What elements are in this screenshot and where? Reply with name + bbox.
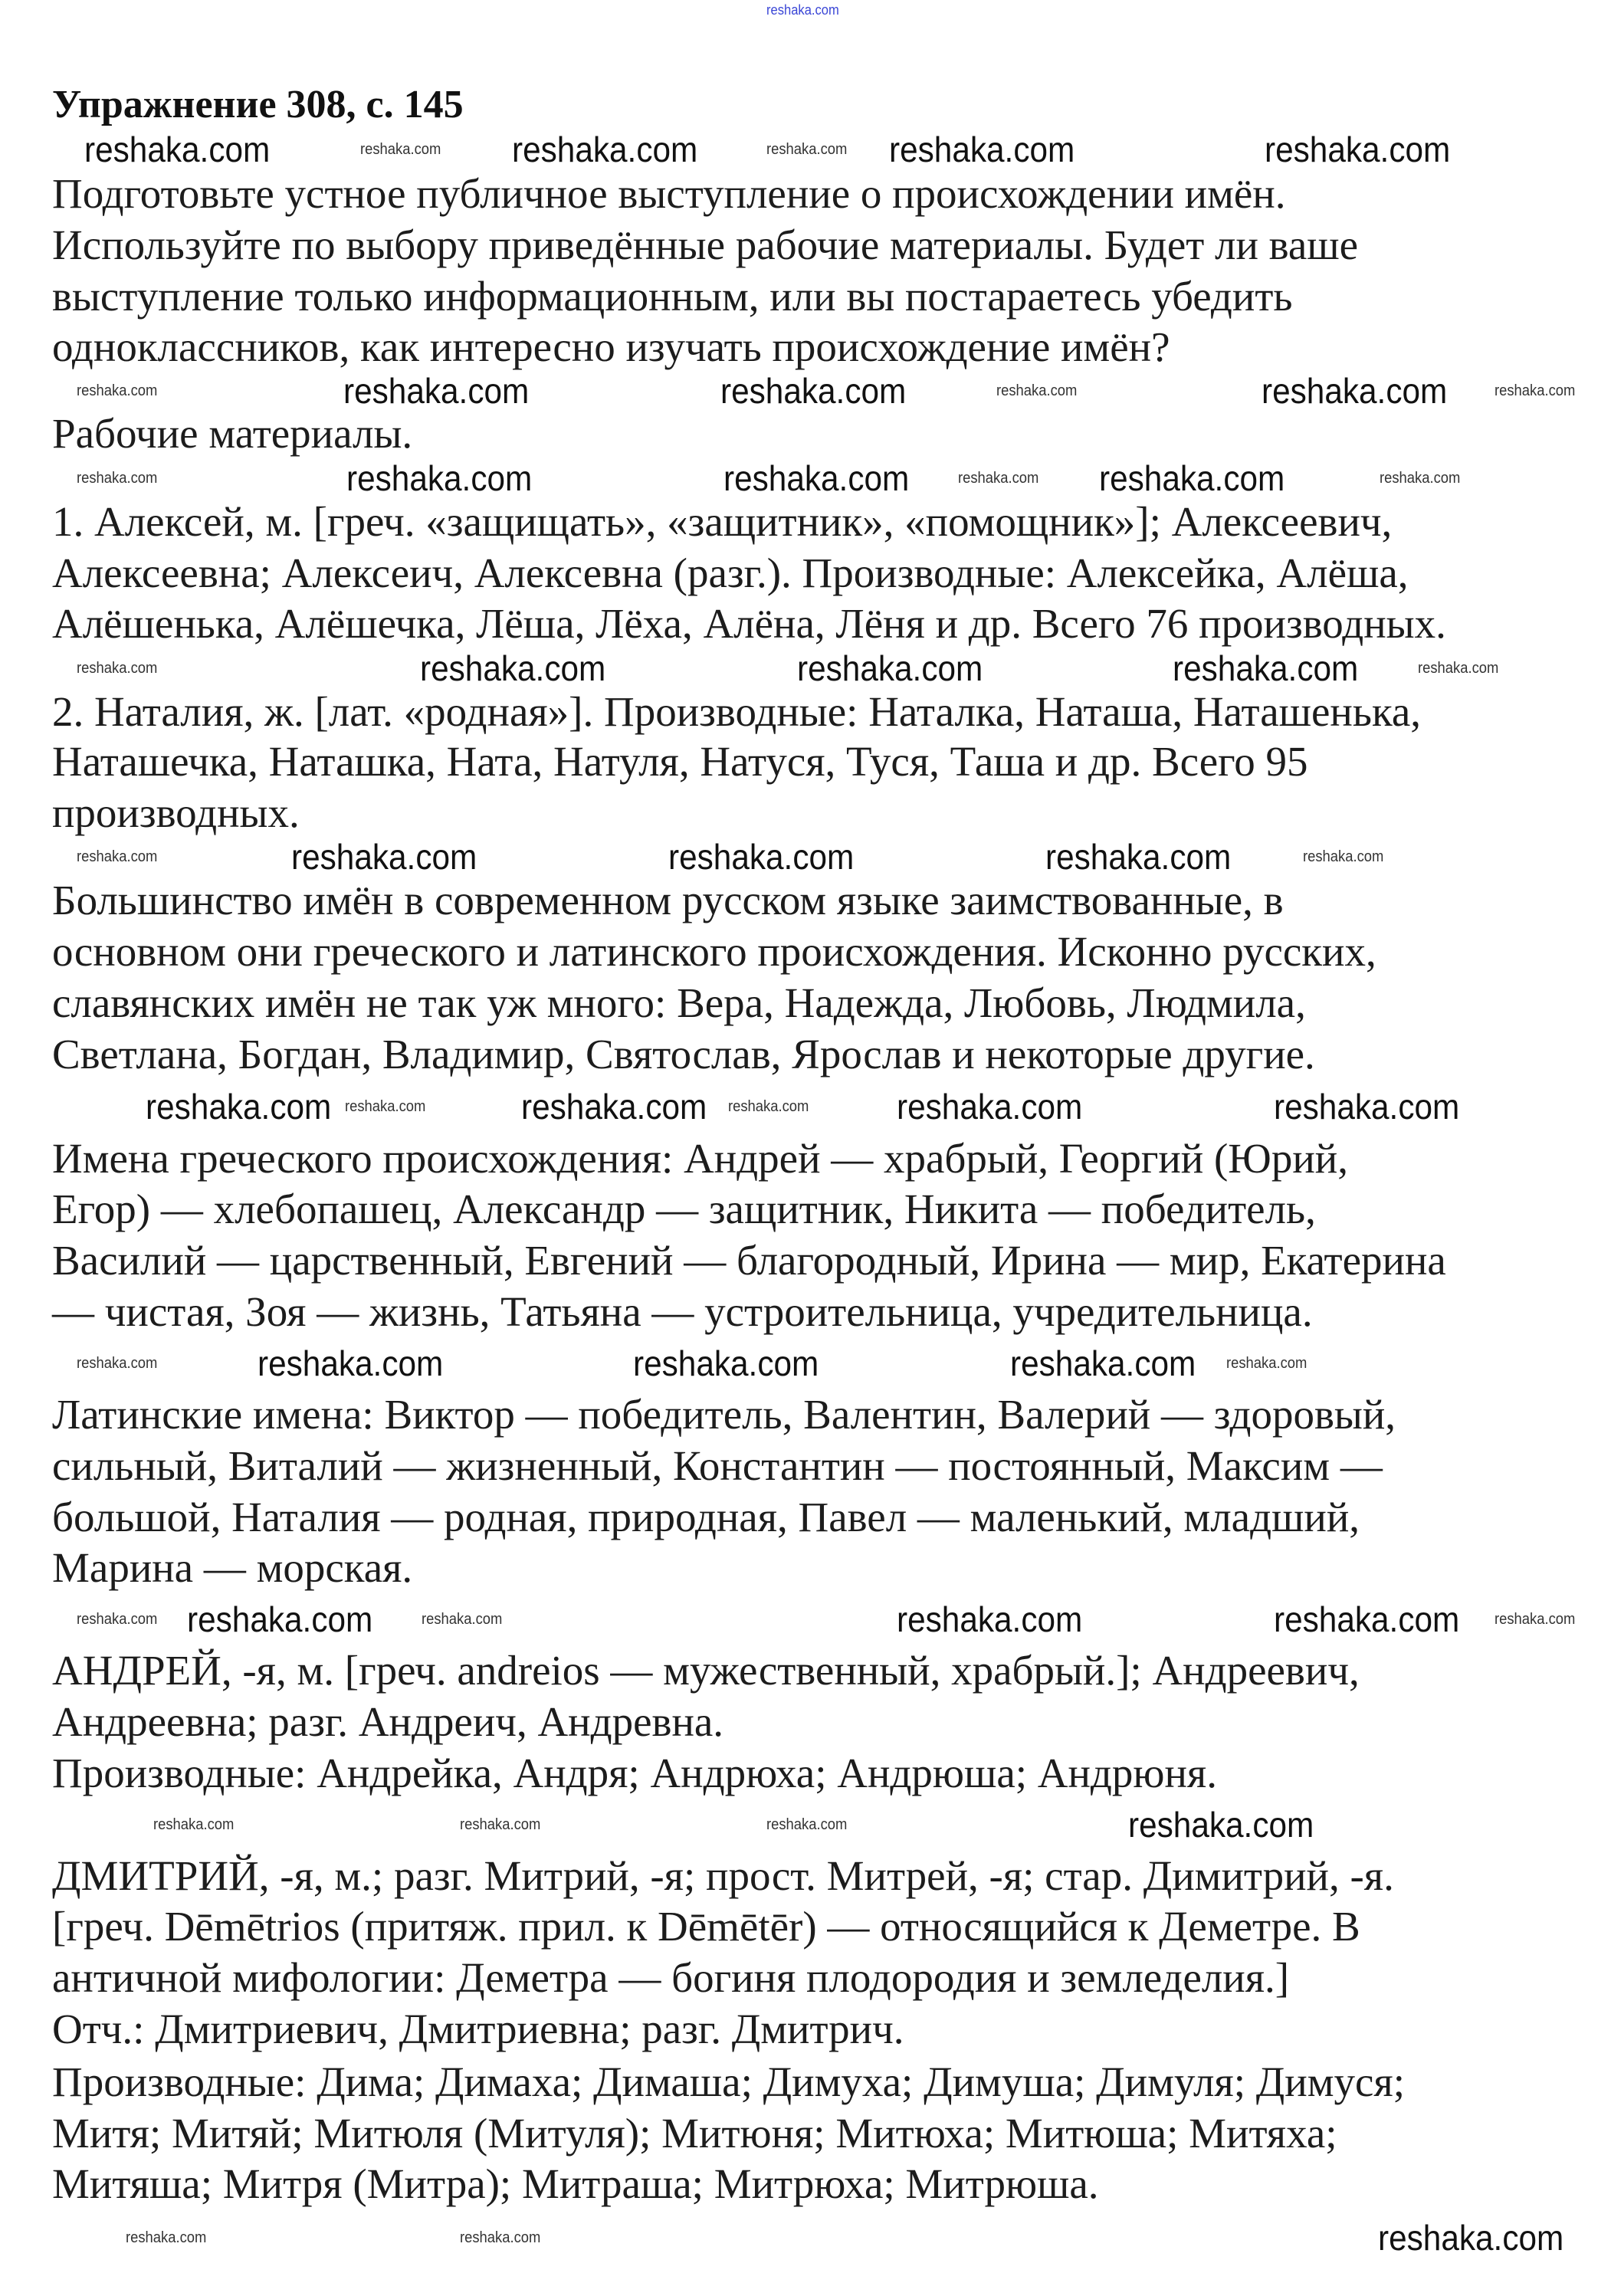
watermark-small: reshaka.com: [1380, 470, 1461, 487]
watermark: reshaka.com: [521, 1087, 707, 1127]
watermark: reshaka.com: [897, 1599, 1083, 1639]
watermark: reshaka.com: [633, 1343, 819, 1383]
watermark: reshaka.com: [797, 648, 983, 688]
watermark: reshaka.com: [720, 371, 907, 411]
watermark: reshaka.com: [1128, 1805, 1314, 1845]
text-line: Алексеевна; Алексеич, Алексевна (разг.). Производные: Алексейка, Алёша,: [52, 549, 1409, 596]
watermark: reshaka.com: [343, 371, 530, 411]
text-line: 2. Наталия, ж. [лат. «родная»]. Производные: Наталка, Наташа, Наташенька,: [52, 688, 1421, 735]
watermark-small: reshaka.com: [728, 1098, 809, 1115]
watermark: reshaka.com: [1274, 1087, 1460, 1127]
watermark: reshaka.com: [897, 1087, 1083, 1127]
watermark: reshaka.com: [291, 837, 477, 877]
watermark-small: reshaka.com: [153, 1816, 235, 1833]
watermark: reshaka.com: [512, 130, 698, 169]
watermark-small: reshaka.com: [77, 1355, 158, 1372]
watermark-small: reshaka.com: [958, 470, 1039, 487]
watermark-small: reshaka.com: [422, 1611, 503, 1628]
watermark-small: reshaka.com: [1495, 1611, 1576, 1628]
exercise-title: Упражнение 308, с. 145: [52, 83, 464, 126]
watermark-small: reshaka.com: [77, 848, 158, 865]
watermark-small: reshaka.com: [360, 141, 441, 158]
text-line: 1. Алексей, м. [греч. «защищать», «защитник», «помощник»]; Алексеевич,: [52, 498, 1393, 545]
watermark-small: reshaka.com: [1495, 382, 1576, 399]
text-line: Подготовьте устное публичное выступление о происхождении имён.: [52, 170, 1286, 217]
text-line: ДМИТРИЙ, -я, м.; разг. Митрий, -я; прост. Митрей, -я; стар. Димитрий, -я.: [52, 1852, 1394, 1899]
watermark-small: reshaka.com: [1226, 1355, 1308, 1372]
watermark: reshaka.com: [1010, 1343, 1196, 1383]
watermark: reshaka.com: [1262, 371, 1448, 411]
text-line: Егор) — хлебопашец, Александр — защитник, Никита — победитель,: [52, 1186, 1316, 1232]
text-line: [греч. Dēmētrios (притяж. прил. к Dēmētēr) — относящийся к Деметре. В: [52, 1903, 1360, 1950]
watermark: reshaka.com: [1045, 837, 1232, 877]
watermark: reshaka.com: [1099, 458, 1285, 498]
text-line: Производные: Дима; Димаха; Димаша; Димуха; Димуша; Димуля; Димуся;: [52, 2058, 1405, 2105]
watermark: reshaka.com: [84, 130, 271, 169]
text-line: выступление только информационным, или вы постараетесь убедить: [52, 273, 1293, 320]
text-line: большой, Наталия — родная, природная, Павел — маленький, младший,: [52, 1494, 1360, 1540]
watermark: reshaka.com: [1173, 648, 1359, 688]
watermark-top: reshaka.com: [766, 2, 839, 18]
text-line: сильный, Виталий — жизненный, Константин — постоянный, Максим —: [52, 1442, 1383, 1489]
text-line: АНДРЕЙ, -я, м. [греч. andreios — мужественный, храбрый.]; Андреевич,: [52, 1647, 1360, 1694]
text-line: одноклассников, как интересно изучать происхождение имён?: [52, 323, 1170, 370]
watermark-small: reshaka.com: [345, 1098, 426, 1115]
watermark-small: reshaka.com: [766, 141, 848, 158]
text-line: Рабочие материалы.: [52, 410, 413, 457]
text-line: Имена греческого происхождения: Андрей — храбрый, Георгий (Юрий,: [52, 1135, 1348, 1182]
watermark: reshaka.com: [146, 1087, 332, 1127]
text-line: Используйте по выбору приведённые рабочие материалы. Будет ли ваше: [52, 221, 1359, 268]
watermark-small: reshaka.com: [996, 382, 1078, 399]
text-line: Латинские имена: Виктор — победитель, Валентин, Валерий — здоровый,: [52, 1391, 1396, 1438]
watermark-small: reshaka.com: [460, 2229, 541, 2246]
watermark: reshaka.com: [187, 1599, 373, 1639]
text-line: Марина — морская.: [52, 1544, 413, 1591]
watermark: reshaka.com: [1265, 130, 1451, 169]
watermark-small: reshaka.com: [1303, 848, 1384, 865]
text-line: славянских имён не так уж много: Вера, Надежда, Любовь, Людмила,: [52, 979, 1306, 1026]
watermark: reshaka.com: [668, 837, 855, 877]
watermark: reshaka.com: [1378, 2218, 1564, 2258]
text-line: Андреевна; разг. Андреич, Андревна.: [52, 1698, 724, 1745]
watermark-small: reshaka.com: [1418, 660, 1499, 677]
watermark-small: reshaka.com: [77, 382, 158, 399]
watermark: reshaka.com: [889, 130, 1075, 169]
text-line: античной мифологии: Деметра — богиня плодородия и земледелия.]: [52, 1954, 1290, 2001]
watermark-small: reshaka.com: [766, 1816, 848, 1833]
text-line: Алёшенька, Алёшечка, Лёша, Лёха, Алёна, Лёня и др. Всего 76 производных.: [52, 600, 1446, 647]
text-line: Большинство имён в современном русском языке заимствованные, в: [52, 877, 1284, 923]
watermark: reshaka.com: [258, 1343, 444, 1383]
text-line: основном они греческого и латинского происхождения. Исконно русских,: [52, 928, 1376, 975]
watermark-small: reshaka.com: [77, 1611, 158, 1628]
watermark: reshaka.com: [1274, 1599, 1460, 1639]
watermark: reshaka.com: [723, 458, 910, 498]
text-line: Производные: Андрейка, Андря; Андрюха; Андрюша; Андрюня.: [52, 1750, 1217, 1796]
text-line: Наташечка, Наташка, Ната, Натуля, Натуся, Туся, Таша и др. Всего 95: [52, 738, 1308, 785]
text-line: Отч.: Дмитриевич, Дмитриевна; разг. Дмитрич.: [52, 2006, 904, 2052]
text-line: производных.: [52, 789, 300, 836]
watermark-small: reshaka.com: [460, 1816, 541, 1833]
watermark-small: reshaka.com: [77, 660, 158, 677]
watermark: reshaka.com: [346, 458, 533, 498]
watermark-small: reshaka.com: [126, 2229, 207, 2246]
watermark-small: reshaka.com: [77, 470, 158, 487]
text-line: Митя; Митяй; Митюля (Митуля); Митюня; Митюха; Митюша; Митяха;: [52, 2110, 1337, 2157]
text-line: Светлана, Богдан, Владимир, Святослав, Ярослав и некоторые другие.: [52, 1031, 1315, 1077]
text-line: Василий — царственный, Евгений — благородный, Ирина — мир, Екатерина: [52, 1237, 1446, 1284]
text-line: — чистая, Зоя — жизнь, Татьяна — устроительница, учредительница.: [52, 1288, 1313, 1335]
text-line: Митяша; Митря (Митра); Митраша; Митрюха; Митрюша.: [52, 2160, 1099, 2207]
watermark: reshaka.com: [420, 648, 606, 688]
